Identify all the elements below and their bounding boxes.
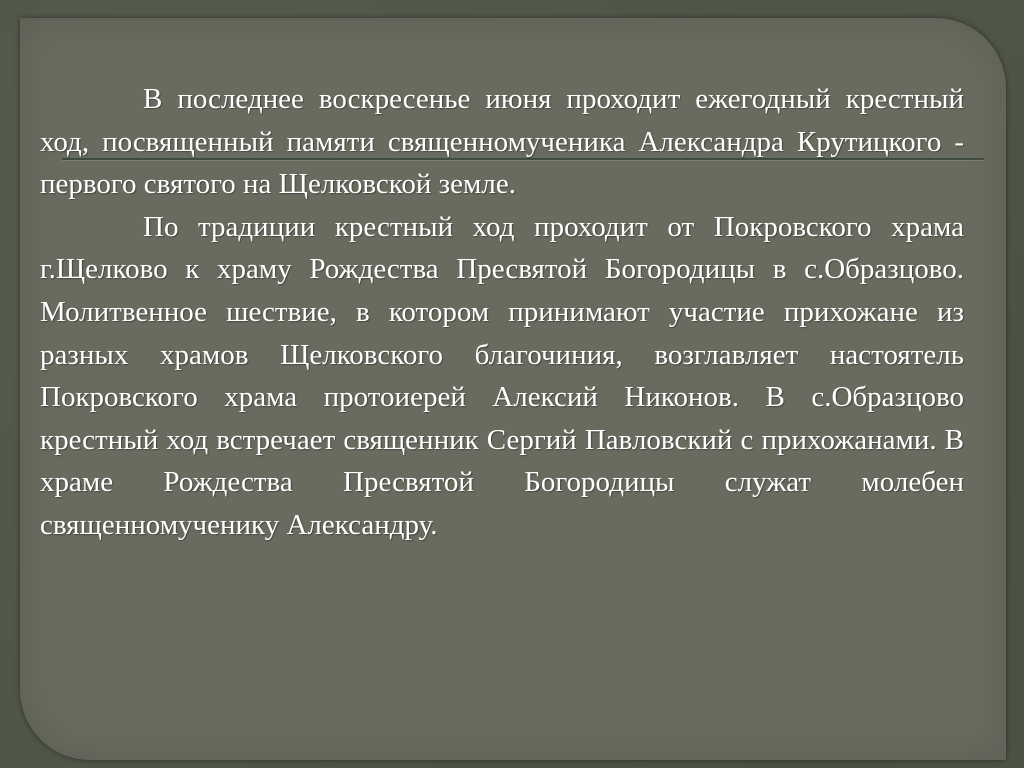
slide-body-text [40, 78, 964, 547]
slide-panel [20, 18, 1006, 760]
paragraph-2: По традиции крестный ход проходит от Покровского храма г.Щелково к храму Рождества Пресвятой Богородицы в с.Образцово. Молитвенное шествие, в котором принимают участие прихожане из разных храмов Щелковского благочиния, возглавляет настоятель Покровского храма протоиерей Алексий Никонов. В с.Образцово крестный ход встречает священник Сергий Павловский с прихожанами. В храме Рождества Пресвятой Богородицы служат молебен священномученику Александру. [40, 210, 964, 541]
paragraph-1: В последнее воскресенье июня проходит ежегодный крестный ход, посвященный памяти священномученика Александра Крутицкого - первого святого на Щелковской земле. [40, 83, 964, 201]
